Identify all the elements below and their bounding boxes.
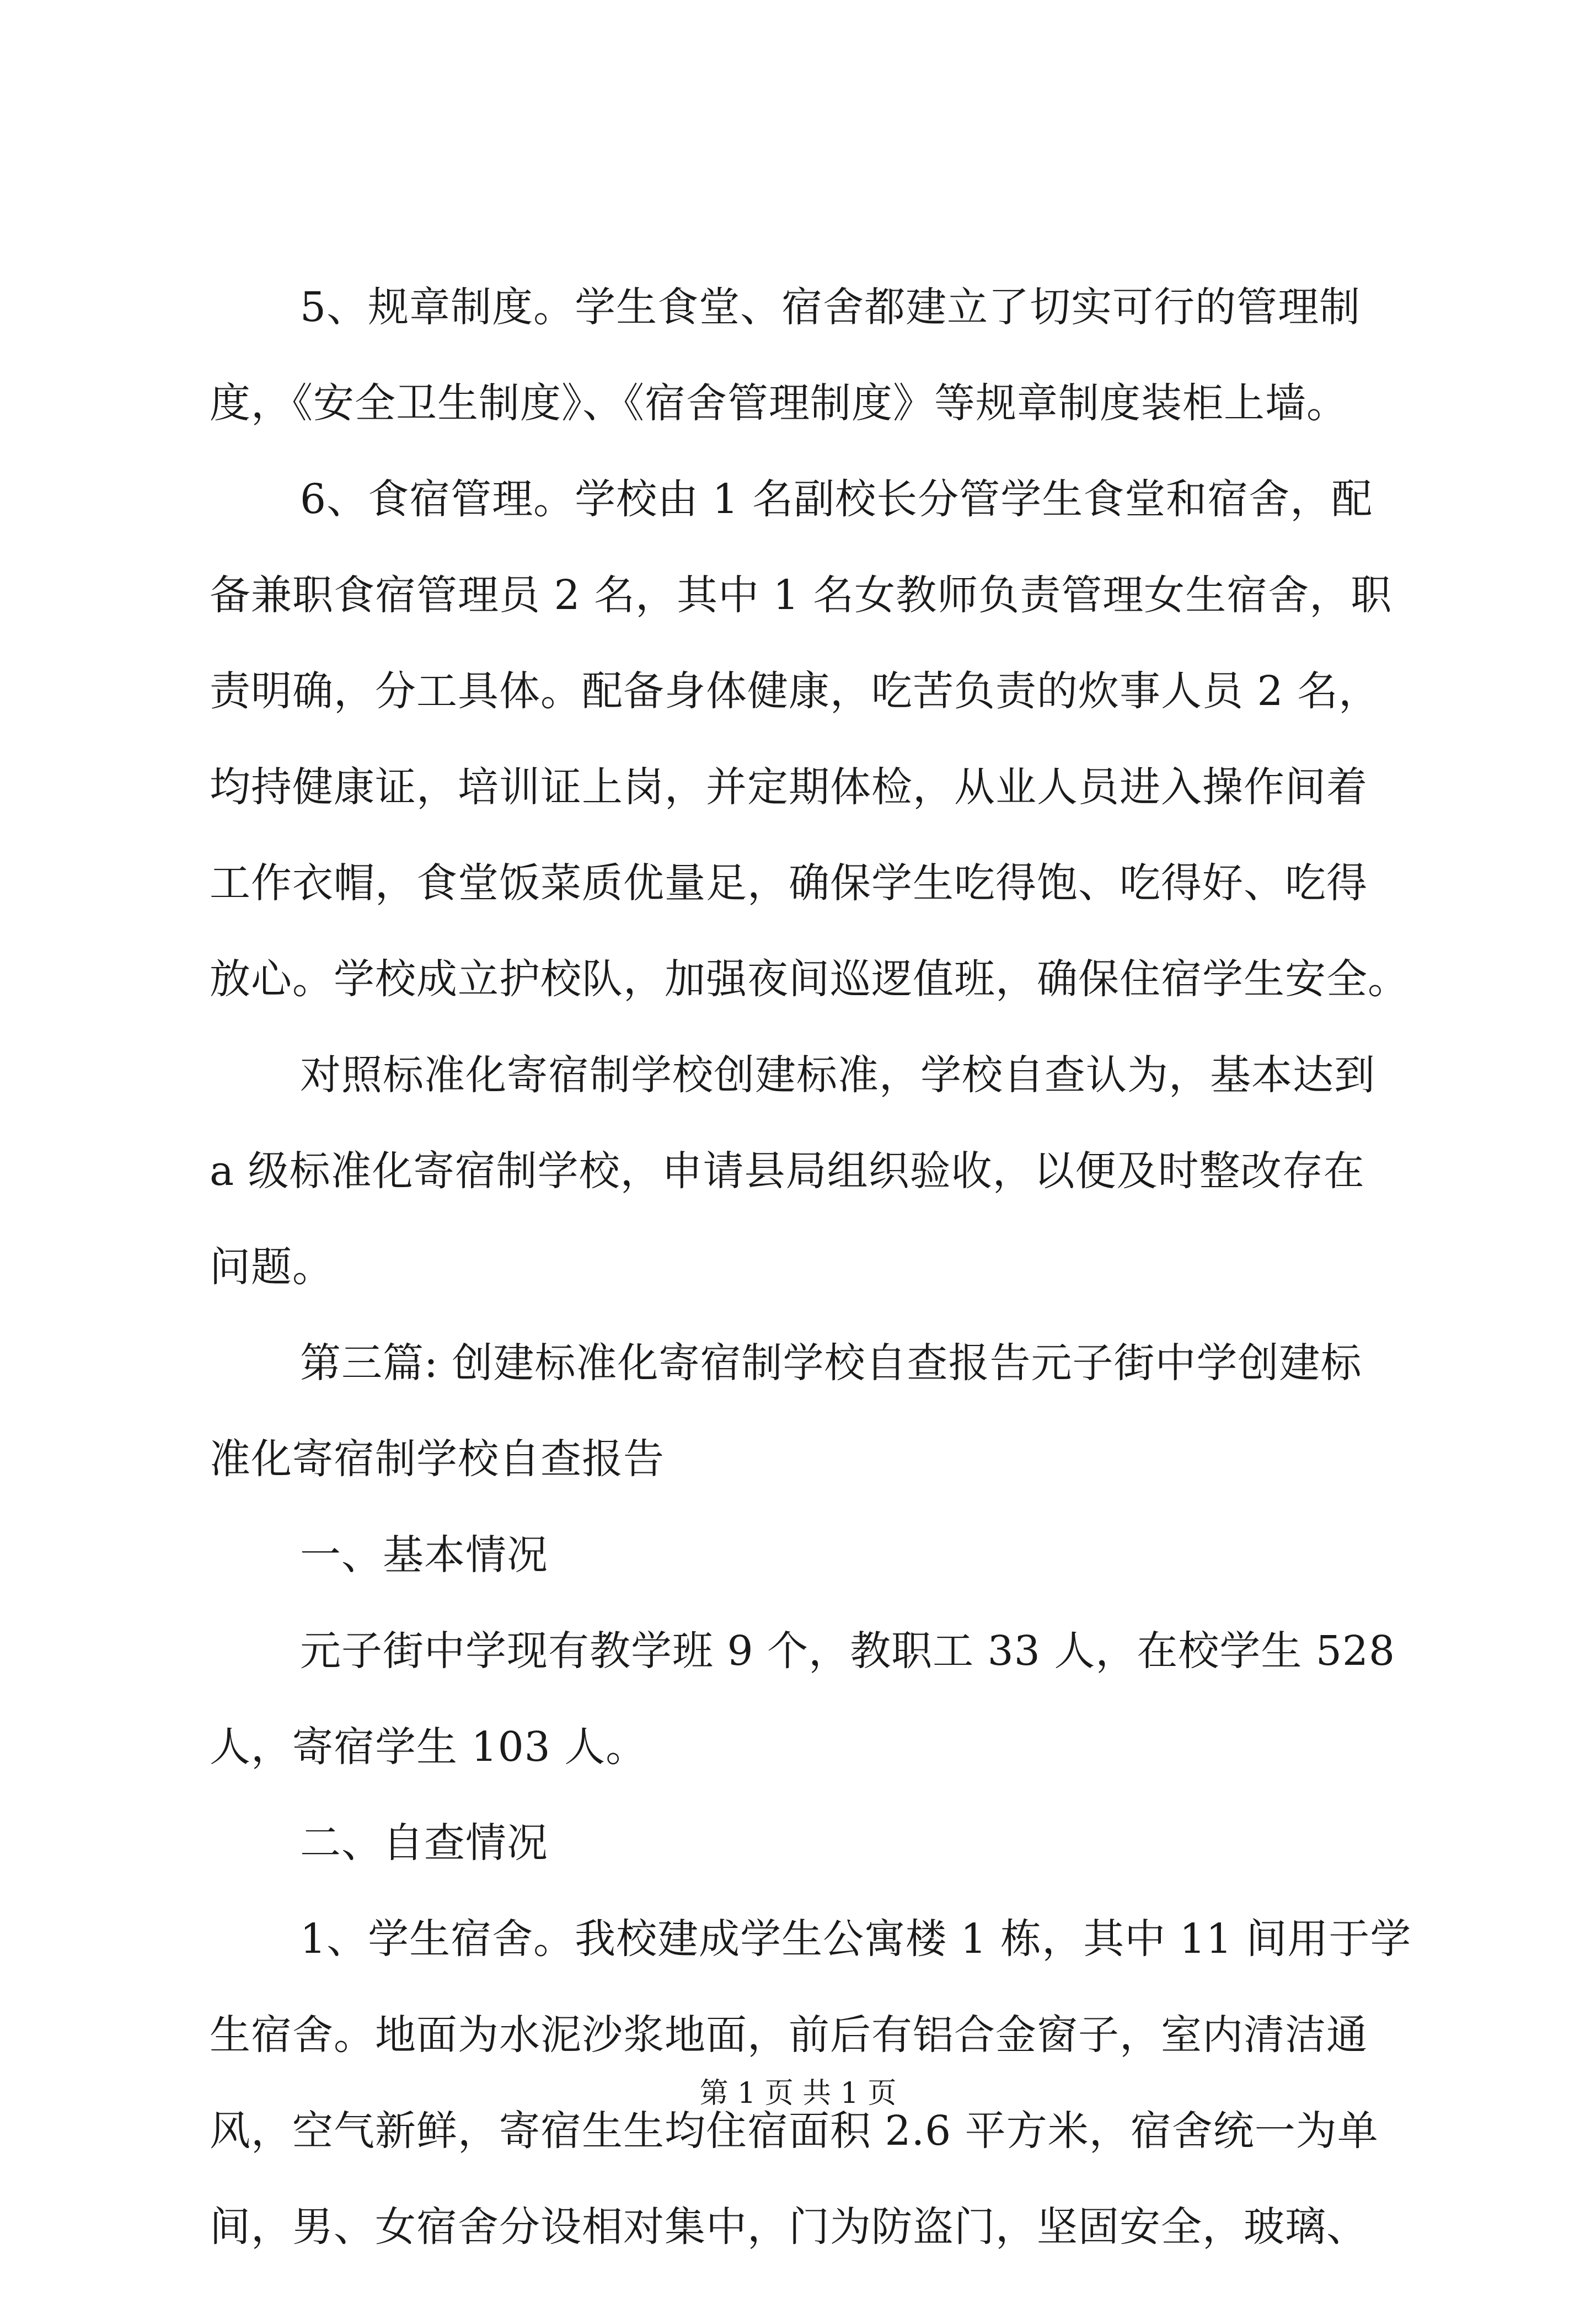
paragraph-section-heading <box>210 1337 1401 1485</box>
text-line: 5、规章制度。学生食堂、宿舍都建立了切实可行的管理制 <box>300 284 1361 331</box>
paragraph-conclusion <box>210 1049 1401 1293</box>
text-line: 均持健康证，培训证上岗，并定期体检，从业人员进入操作间着 <box>210 763 1368 811</box>
paragraph-school-stats <box>210 1625 1401 1773</box>
text-line: 第三篇: 创建标准化寄宿制学校自查报告元子街中学创建标 <box>300 1339 1362 1387</box>
text-line: 责明确，分工具体。配备身体健康，吃苦负责的炊事人员 2 名， <box>210 667 1380 715</box>
paragraph-rules <box>210 281 1401 429</box>
document-body <box>210 281 1412 2297</box>
text-line: 生宿舍。地面为水泥沙浆地面，前后有铝合金窗子，室内清洁通 <box>210 2011 1368 2059</box>
text-line: 备兼职食宿管理员 2 名，其中 1 名女教师负责管理女生宿舍，职 <box>210 571 1393 619</box>
text-line: 对照标准化寄宿制学校创建标准，学校自查认为，基本达到 <box>300 1051 1375 1099</box>
heading-basic-situation <box>210 1529 1401 1581</box>
text-line: 元子街中学现有教学班 9 个，教职工 33 人，在校学生 528 <box>300 1627 1396 1675</box>
text-line: 二、自查情况 <box>300 1819 548 1867</box>
text-line: 工作衣帽，食堂饭菜质优量足，确保学生吃得饱、吃得好、吃得 <box>210 859 1368 907</box>
text-line: 问题。 <box>210 1243 334 1291</box>
text-line: 准化寄宿制学校自查报告 <box>210 1435 665 1483</box>
text-line: 度，《安全卫生制度》、《宿舍管理制度》等规章制度装柜上墙。 <box>210 380 1348 427</box>
text-line: 间，男、女宿舍分设相对集中，门为防盗门，坚固安全，玻璃、 <box>210 2203 1368 2251</box>
text-line: 风，空气新鲜，寄宿生生均住宿面积 2.6 平方米，宿舍统一为单 <box>210 2107 1379 2155</box>
text-line: a 级标准化寄宿制学校，申请县局组织验收，以便及时整改存在 <box>210 1147 1365 1195</box>
text-line: 人，寄宿学生 103 人。 <box>210 1723 647 1771</box>
paragraph-dining-management <box>210 473 1409 1005</box>
page-footer: 第 1 页 共 1 页 <box>699 2077 897 2110</box>
heading-self-inspection <box>210 1817 1401 1869</box>
text-line: 放心。学校成立护校队，加强夜间巡逻值班，确保住宿学生安全。 <box>210 955 1409 1003</box>
text-line: 6、食宿管理。学校由 1 名副校长分管学生食堂和宿舍，配 <box>300 476 1373 523</box>
text-line: 1、学生宿舍。我校建成学生公寓楼 1 栋，其中 11 间用于学 <box>300 1915 1412 1963</box>
text-line: 一、基本情况 <box>300 1531 548 1579</box>
